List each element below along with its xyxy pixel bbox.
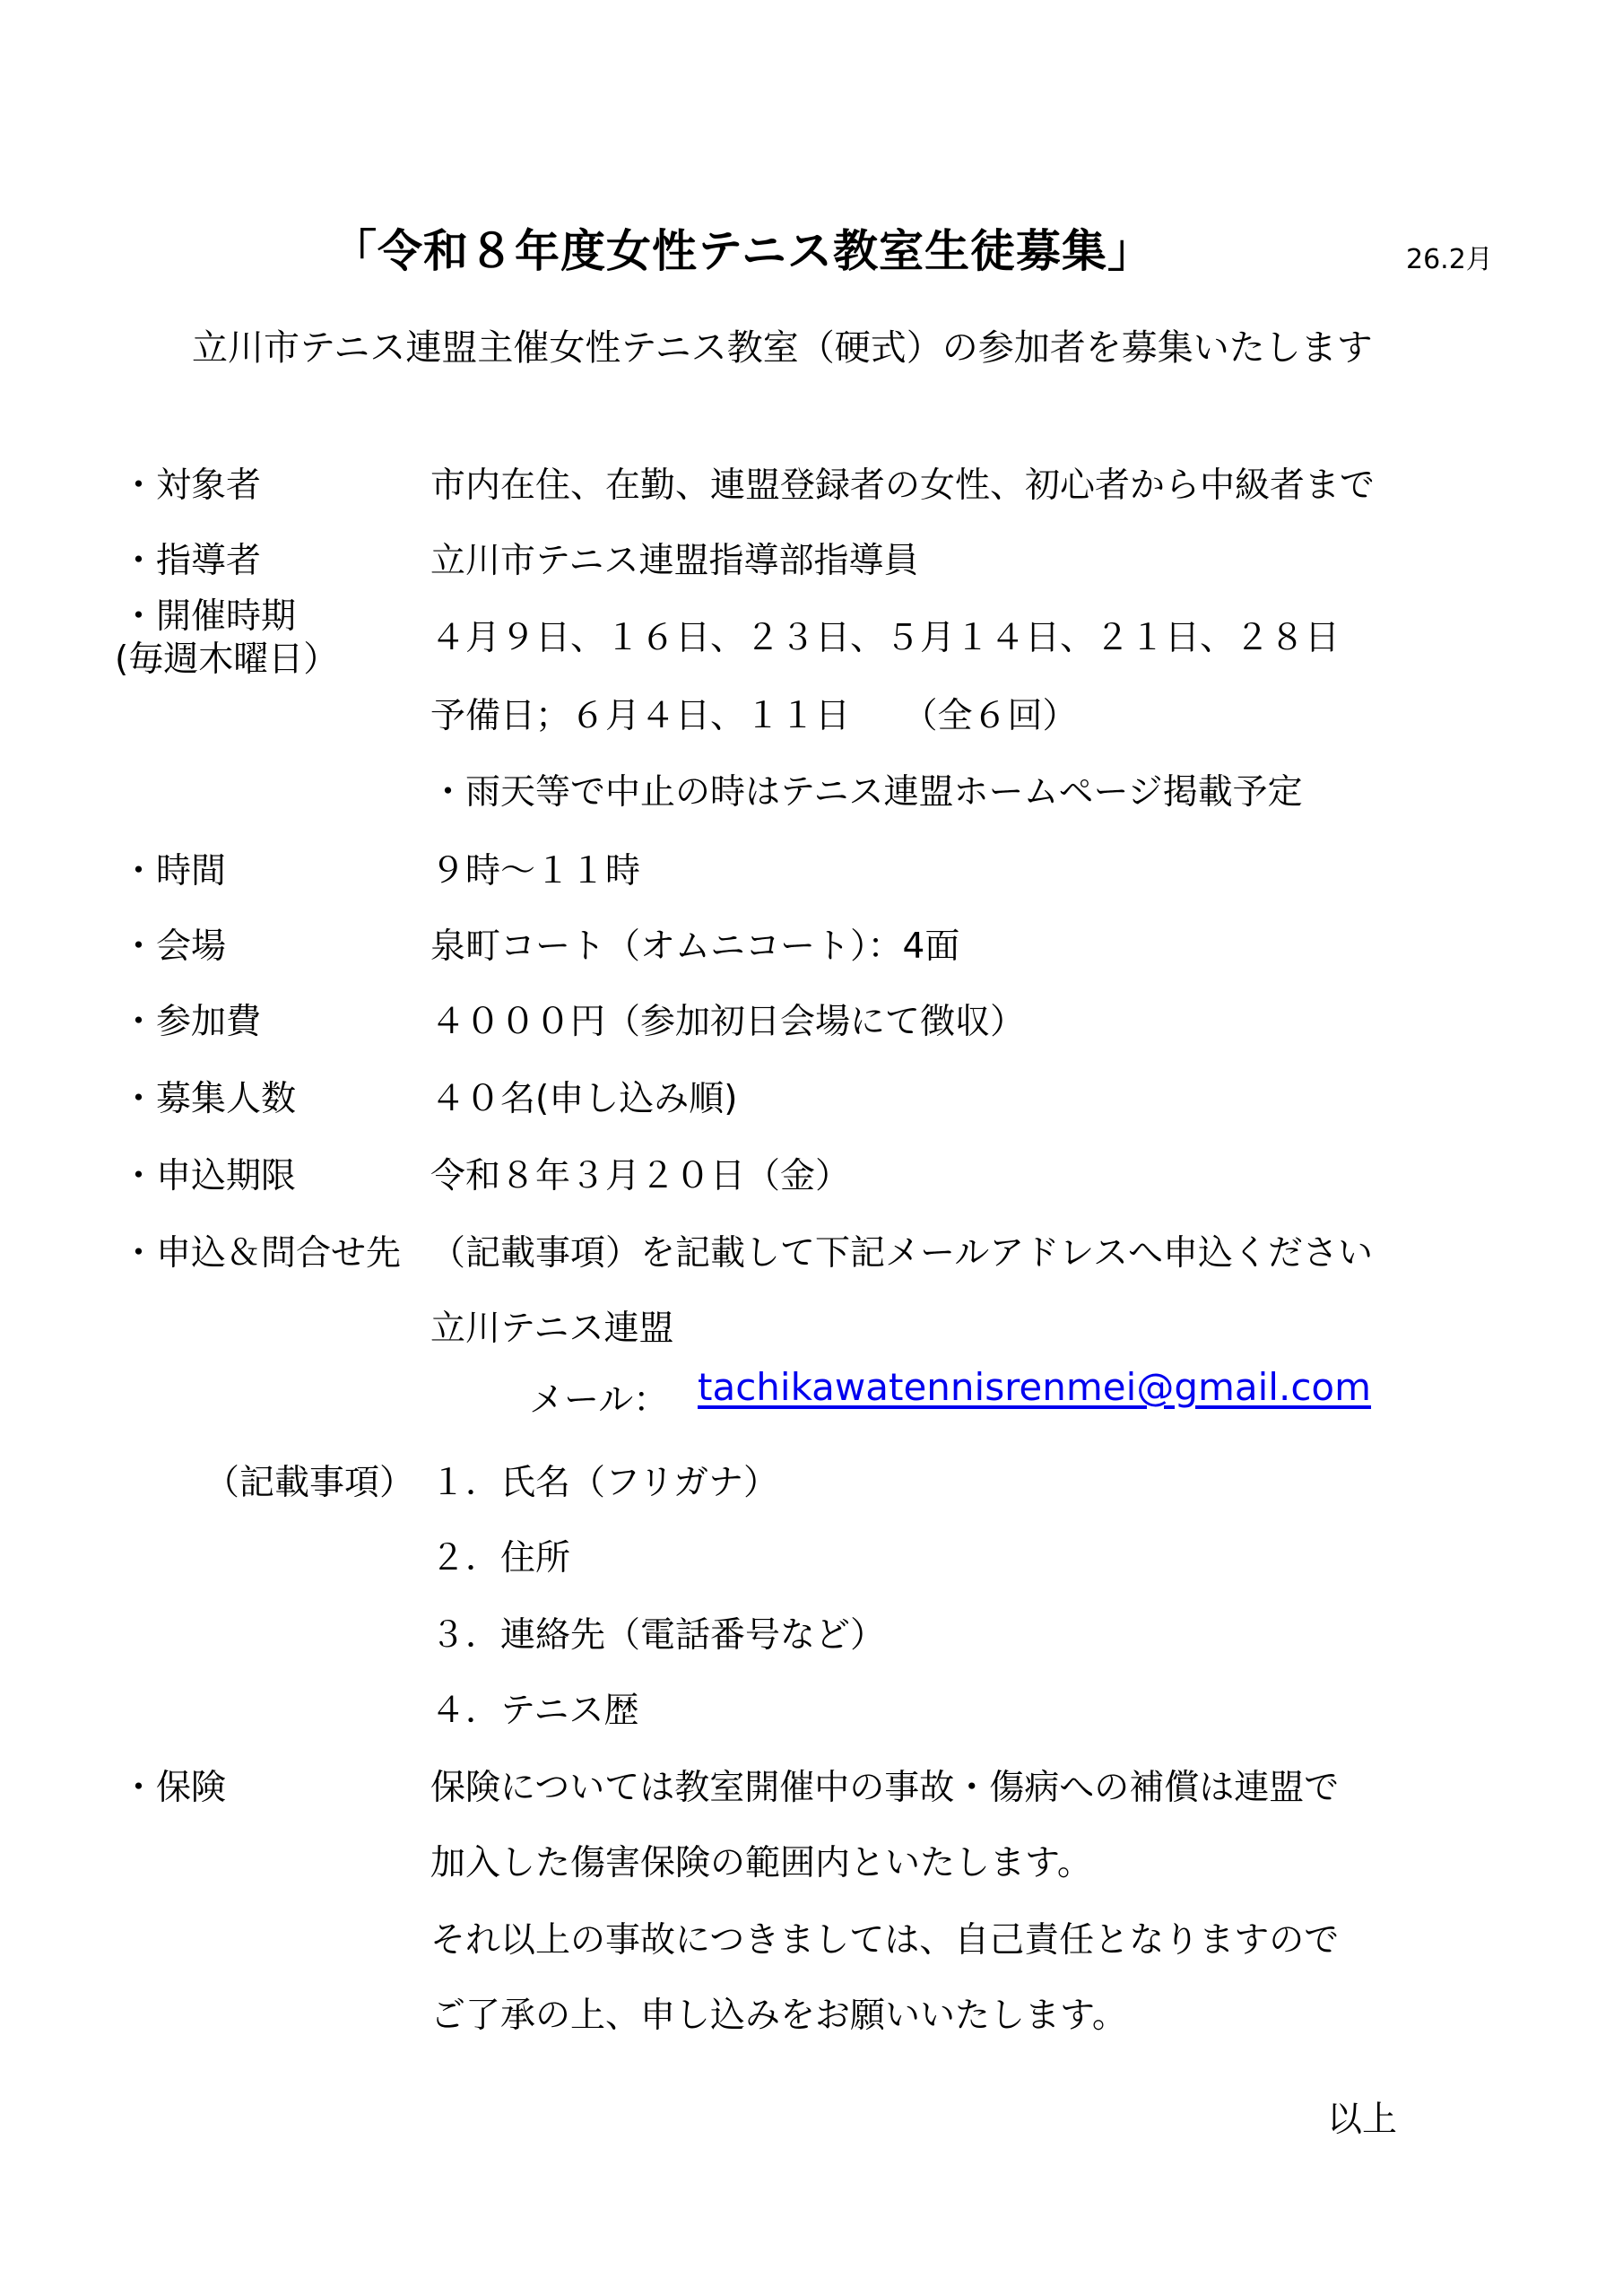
required-label: （記載事項） [204, 1463, 415, 1503]
required-item: ４．テニス歴 [430, 1691, 639, 1731]
contact-value: （記載事項）を記載して下記メールアドレスへ申込ください [430, 1233, 1374, 1274]
insurance-line: それ以上の事故につきましては、自己責任となりますので [430, 1920, 1340, 1961]
instructor-label: ・指導者 [121, 541, 262, 581]
target-value: 市内在住、在勤、連盟登録者の女性、初心者から中級者まで [430, 465, 1376, 506]
email-link[interactable]: tachikawatennisrenmei@gmail.com [698, 1365, 1372, 1409]
issue-date: 26.2月 [1406, 244, 1493, 275]
schedule-label: ・開催時期 [121, 596, 297, 637]
target-label: ・対象者 [121, 465, 262, 506]
contact-org: 立川テニス連盟 [430, 1309, 674, 1349]
deadline-value: 令和８年３月２０日（金） [430, 1156, 851, 1196]
contact-label: ・申込＆問合せ先 [121, 1233, 402, 1274]
closing-text: 以上 [1327, 2100, 1398, 2140]
email-label: メール： [529, 1380, 669, 1421]
deadline-label: ・申込期限 [121, 1156, 297, 1196]
schedule-sublabel: (毎週木曜日） [115, 639, 339, 680]
instructor-value: 立川市テニス連盟指導部指導員 [430, 541, 919, 581]
fee-value: ４０００円（参加初日会場にて徴収） [430, 1002, 1026, 1042]
insurance-line: 保険については教室開催中の事故・傷病への補償は連盟で [430, 1768, 1340, 1808]
venue-label: ・会場 [121, 926, 227, 967]
insurance-label: ・保険 [121, 1768, 227, 1808]
insurance-line: 加入した傷害保険の範囲内といたします。 [430, 1843, 1092, 1883]
time-value: ９時～１１時 [430, 851, 641, 891]
capacity-value: ４０名(申し込み順) [430, 1079, 738, 1119]
fee-label: ・参加費 [121, 1002, 262, 1042]
page-title: 「令和８年度女性テニス教室生徒募集」 [332, 225, 1153, 277]
required-item: １．氏名（フリガナ） [430, 1463, 779, 1503]
schedule-note: ・雨天等で中止の時はテニス連盟ホームページ掲載予定 [430, 772, 1303, 813]
required-item: ３．連絡先（電話番号など） [430, 1615, 886, 1656]
required-item: ２．住所 [430, 1538, 571, 1578]
insurance-line: ご了承の上、申し込みをお願いいたします。 [430, 1996, 1127, 2036]
time-label: ・時間 [121, 851, 227, 891]
schedule-dates: ４月９日、１６日、２３日、５月１４日、２１日、２８日 [430, 618, 1341, 658]
subtitle: 立川市テニス連盟主催女性テニス教室（硬式）の参加者を募集いたします [192, 327, 1373, 369]
capacity-label: ・募集人数 [121, 1079, 297, 1119]
schedule-reserve: 予備日；６月４日、１１日 （全６回） [430, 696, 1078, 736]
venue-value: 泉町コート（オムニコート）：4面 [430, 926, 960, 967]
